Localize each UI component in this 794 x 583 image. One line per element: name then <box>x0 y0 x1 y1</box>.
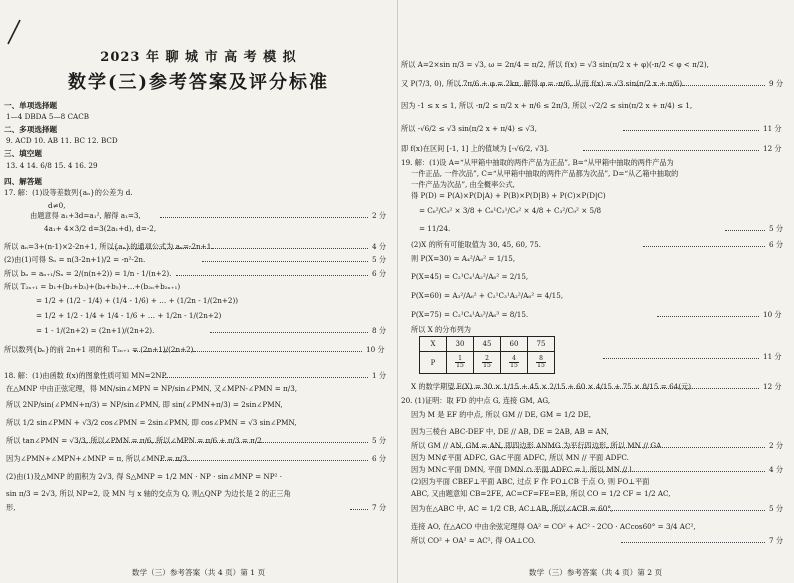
answer-line: 所以 -√6/2 ≤ √3 sin(π/2 x + π/4) ≤ √3, <box>401 124 537 133</box>
answer-line: 19. 解：(1)设 A=“从甲箱中抽取的两件产品为正品”, B=“从甲箱中抽取的两件产品为 <box>401 158 674 167</box>
score-mark: 5 分 <box>372 436 387 445</box>
section-heading: 三、填空题 <box>4 149 42 158</box>
answer-line: sin π/3 = 2√3, 所以 NP=2, 设 MN 与 x 轴的交点为 Q, 则△QNP 为边长是 2 的正三角 <box>6 489 291 498</box>
answer-line: 所以 X 的分布列为 <box>411 325 471 334</box>
answer-line: 所以 GM // AN, GM = AN, 即四边形 ANMG 为平行四边形, 所以 MN // GA. <box>411 441 664 450</box>
answer-line: 1—4 DBDA 5—8 CACB <box>6 112 89 121</box>
answer-line: 所以 CO² + OA² = AC², 得 OA⊥CO. <box>411 536 536 545</box>
answer-line: 得 P(D) = P(A)×P(D|A) + P(B)×P(D|B) + P(C)×P(D|C) <box>411 191 606 200</box>
answer-line: 所以 T₂ₙ₊₁ = b₁+(b₂+b₃)+(b₄+b₅)+…+(b₂ₙ+b₂ₙ₊₁) <box>4 282 181 291</box>
answer-line: 形, <box>6 503 16 512</box>
table-header-cell: X <box>420 337 447 352</box>
table-header-cell: P <box>420 352 447 374</box>
score-mark: 10 分 <box>366 345 385 354</box>
leader-dots <box>583 150 759 151</box>
answer-line: 又 P(7/3, 0), 所以 7π/6 + φ = 2kπ, 解得 φ = -π/6, 从而 f(x) = √3 sin(π/2 x + π/6). <box>401 79 685 88</box>
leader-dots <box>603 358 759 359</box>
leader-dots <box>210 332 368 333</box>
score-mark: 5 分 <box>769 504 784 513</box>
page-footer: 数学（三）参考答案（共 4 页）第 1 页 <box>131 568 266 577</box>
answer-line: (2)X 的所有可能取值为 30, 45, 60, 75. <box>411 240 541 249</box>
leader-dots <box>110 248 368 249</box>
table-cell: $\frac{8}{15}$ <box>528 352 555 374</box>
leader-dots <box>457 447 765 448</box>
score-mark: 5 分 <box>769 224 784 233</box>
leader-dots <box>621 542 765 543</box>
score-mark: 8 分 <box>372 326 387 335</box>
answer-line: 因为三棱台 ABC-DEF 中, DE // AB, DE = 2AB, AB = AN, <box>411 427 609 436</box>
answer-line: 因为 M 是 EF 的中点, 所以 GM // DE, GM = 1/2 DE, <box>411 410 592 419</box>
score-mark: 2 分 <box>769 441 784 450</box>
score-mark: 7 分 <box>372 503 387 512</box>
answer-line: 17. 解：(1)设等差数列{aₙ}的公差为 d. <box>4 188 133 197</box>
answer-line: 因为在△ABC 中, AC = 1/2 CB, AC⊥AB, 所以∠ACB = 60°, <box>411 504 614 513</box>
answer-line: 所以 A=2×sin π/3 = √3, ω = 2π/4 = π/2, 所以 f(x) = √3 sin(π/2 x + φ)(-π/2 < φ < π/2), <box>401 60 709 69</box>
answer-line: 一件正品, 一件次品”, C=“从甲箱中抽取的两件产品都为次品”, D=“从乙箱中抽取的 <box>411 169 679 178</box>
table-cell: $\frac{2}{15}$ <box>474 352 501 374</box>
table-cell: $\frac{4}{15}$ <box>501 352 528 374</box>
score-mark: 6 分 <box>372 269 387 278</box>
leader-dots <box>657 316 759 317</box>
answer-line: (2)因为平面 CBEF⊥平面 ABC, 过点 F 作 FO⊥CB 于点 O, 则 FO⊥平面 <box>411 477 650 486</box>
table-cell: 75 <box>528 337 555 352</box>
page-2 <box>397 0 794 583</box>
answer-line: = 1 - 1/(2n+2) = (2n+1)/(2n+2). <box>36 326 155 335</box>
leader-dots <box>350 509 368 510</box>
score-mark: 6 分 <box>372 454 387 463</box>
score-mark: 7 分 <box>769 536 784 545</box>
answer-line: 因为 -1 ≤ x ≤ 1, 所以 -π/2 ≤ π/2 x + π/6 ≤ 2π/3, 所以 -√2/2 ≤ sin(π/2 x + π/4) ≤ 1, <box>401 101 693 110</box>
exam-title: 2023 年 聊 城 市 高 考 模 拟 <box>100 50 297 65</box>
answer-line: 则 P(X=30) = A₄²/A₆² = 1/15, <box>411 254 516 263</box>
score-mark: 12 分 <box>763 144 782 153</box>
answer-line: (2)由(1)及△MNP 的面积为 2√3, 得 S△MNP = 1/2 MN · NP · sin∠MNP = NP² · <box>6 472 282 481</box>
answer-line: 所以 2NP/sin(∠PMN+π/3) = NP/sin∠PMN, 即 sin(∠PMN+π/3) = 2sin∠PMN, <box>6 400 283 409</box>
score-mark: 11 分 <box>763 124 782 133</box>
page-footer: 数学（三）参考答案（共 4 页）第 2 页 <box>528 568 663 577</box>
score-mark: 2 分 <box>372 211 387 220</box>
section-heading: 二、多项选择题 <box>4 125 58 134</box>
answer-line: 所以数列{bₙ}的前 2n+1 项的和 T₂ₙ₊₁ = (2n+1)/(2n+2). <box>4 345 196 354</box>
answer-line: = 1/2 + 1/2 - 1/4 + 1/4 - 1/6 + … + 1/2n - 1/(2n+2) <box>36 311 222 320</box>
answer-line: 9. ACD 10. AB 11. BC 12. BCD <box>6 136 118 145</box>
table-row <box>420 352 555 374</box>
leader-dots <box>160 217 368 218</box>
score-mark: 10 分 <box>763 310 782 319</box>
answer-line: = 11/24. <box>419 224 451 233</box>
answer-line: 因为 MN⊄平面 ADFC, GA⊂平面 ADFC, 所以 MN // 平面 ADFC. <box>411 453 629 462</box>
score-mark: 4 分 <box>769 465 784 474</box>
answer-key-title: 数学(三)参考答案及评分标准 <box>67 72 330 93</box>
leader-dots <box>76 442 368 443</box>
answer-line: 一件产品为次品”, 由全概率公式, <box>411 180 515 189</box>
answer-line: 4a₁+ 4×3/2 d=3(2a₁+d), d=-2, <box>44 224 157 233</box>
score-mark: 12 分 <box>763 382 782 391</box>
answer-line: d≠0, <box>48 201 66 210</box>
answer-line: 所以 1/2 sin∠PMN + √3/2 cos∠PMN = 2sin∠PMN, 即 cos∠PMN = √3 sin∠PMN, <box>6 418 297 427</box>
answer-line: ABC, 又由题意知 CB=2FE, AC=CF=FE=EB, 所以 CO = 1/2 CF = 1/2 AC, <box>411 489 671 498</box>
answer-line: = 1/2 + (1/2 - 1/4) + (1/4 - 1/6) + … + (1/2n - 1/(2n+2)) <box>36 296 239 305</box>
section-heading: 四、解答题 <box>4 177 42 186</box>
table-row <box>420 337 555 352</box>
answer-line: P(X=75) = C₂¹C₄¹A₃³/A₆³ = 8/15. <box>411 310 529 319</box>
answer-line: 在△MNP 中由正弦定理，得 MN/sin∠MPN = NP/sin∠PMN, 又∠MPN-∠PMN = π/3, <box>6 384 298 393</box>
answer-line: = C₆²/C₉² × 3/8 + C₆¹C₃¹/C₉² × 4/8 + C₃²/C₉² × 5/8 <box>419 206 602 215</box>
answer-line: X 的数学期望 E(X) = 30 × 1/15 + 45 × 2/15 + 60 × 4/15 + 75 × 8/15 = 64(元). <box>411 382 694 391</box>
answer-line: 因为∠PMN+∠MPN+∠MNP = π, 所以∠MNP = π/3. <box>6 454 190 463</box>
score-mark: 6 分 <box>769 240 784 249</box>
leader-dots <box>725 230 765 231</box>
leader-dots <box>134 351 362 352</box>
answer-line: 20. (1)证明：取 FD 的中点 G, 连接 GM, AG, <box>401 396 551 405</box>
section-heading: 一、单项选择题 <box>4 101 58 110</box>
leader-dots <box>202 261 368 262</box>
answer-line: 即 f(x)在区间 [-1, 1] 上的值域为 [-√6/2, √3]. <box>401 144 550 153</box>
distribution-table <box>419 336 555 374</box>
answer-line: P(X=45) = C₂¹C₄¹A₂²/A₆² = 2/15, <box>411 272 529 281</box>
table-cell: 30 <box>447 337 474 352</box>
leader-dots <box>451 388 759 389</box>
leader-dots <box>539 510 765 511</box>
answer-line: P(X=60) = A₃²/A₆² + C₂¹C₃¹A₂²/A₆² = 4/15, <box>411 291 564 300</box>
table-cell: 60 <box>501 337 528 352</box>
answer-line: (2)由(1)可得 Sₙ = n(3-2n+1)/2 = -n²-2n. <box>4 255 146 264</box>
leader-dots <box>517 471 765 472</box>
answer-line: 因为 MN⊂平面 DMN, 平面 DMN ∩ 平面 ADFC = l, 所以 MN // l. <box>411 465 635 474</box>
answer-line: 所以 tan∠PMN = √3/3, 所以∠PMN = π/6, 所以∠MPN = π/6 + π/3 = π/2. <box>6 436 265 445</box>
table-cell: $\frac{1}{15}$ <box>447 352 474 374</box>
leader-dots <box>643 246 765 247</box>
score-mark: 5 分 <box>372 255 387 264</box>
answer-line: 18. 解：(1)由函数 f(x)的图象性质可知 MN=2NP. <box>4 371 168 380</box>
score-mark: 1 分 <box>372 371 387 380</box>
leader-dots <box>623 130 759 131</box>
score-mark: 11 分 <box>763 352 782 361</box>
score-mark: 4 分 <box>372 242 387 251</box>
leader-dots <box>160 460 368 461</box>
answer-line: 连接 AO, 在△ACO 中由余弦定理得 OA² = CO² + AC² - 2CO · ACcos60° = 3/4 AC², <box>411 522 696 531</box>
leader-dots <box>459 85 765 86</box>
answer-line: 由题意得 a₁+3d=a₁², 解得 a₁=3, <box>30 211 141 220</box>
answer-line: 所以 aₙ=3+(n-1)×2-2n+1, 所以{aₙ}的通项公式为 aₙ=-2n+1. <box>4 242 214 251</box>
leader-dots <box>162 377 368 378</box>
score-mark: 9 分 <box>769 79 784 88</box>
pen-mark-icon <box>6 18 22 46</box>
table-cell: 45 <box>474 337 501 352</box>
answer-line: 13. 4 14. 6/8 15. 4 16. 29 <box>6 161 98 170</box>
answer-line: 所以 bₙ = aₙ₊₁/Sₙ = 2/(n(n+2)) = 1/n - 1/(n+2). <box>4 269 172 278</box>
leader-dots <box>176 275 368 276</box>
